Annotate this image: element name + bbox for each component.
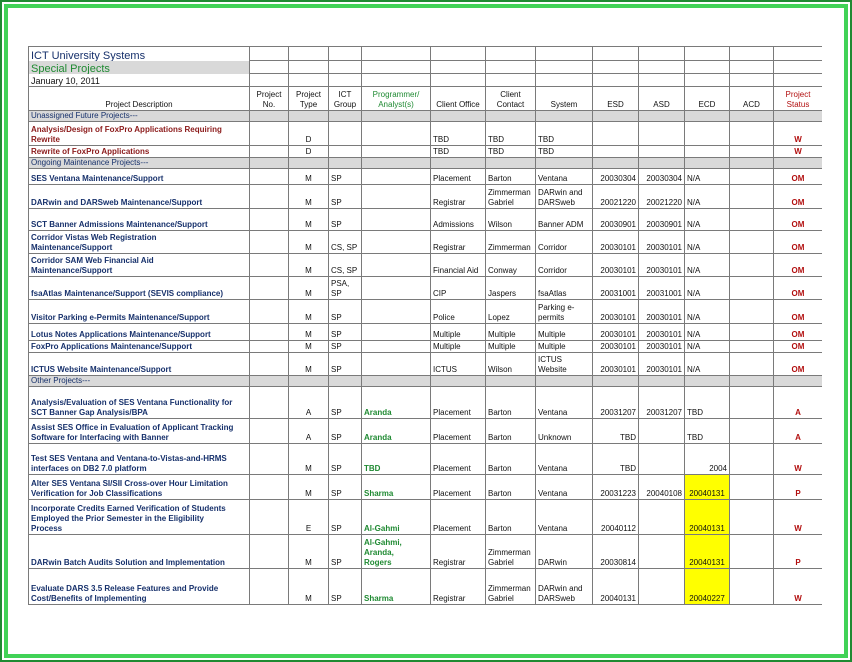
system-cell: Corridor [536, 231, 593, 254]
project-description-cell: Incorporate Credits Earned Verification of Students Employed the Prior Semester in the Eligibility Process [29, 500, 250, 535]
project-status-cell: W [774, 146, 823, 158]
programmer-cell: Al-Gahmi, Aranda, Rogers [362, 535, 431, 569]
section-label: Unassigned Future Projects--- [29, 111, 250, 122]
client-office-cell: Multiple [431, 324, 486, 341]
project-status-cell: W [774, 444, 823, 475]
table-row [29, 387, 823, 419]
ict-group-cell: SP [329, 475, 362, 500]
project-description-cell: Test SES Ventana and Ventana-to-Vistas-and-HRMS interfaces on DB2 7.0 platform [29, 444, 250, 475]
programmer-cell [362, 324, 431, 341]
col-header-ecd: ECD [685, 87, 730, 111]
system-cell: Ventana [536, 387, 593, 419]
project-description-cell: Evaluate DARS 3.5 Release Features and Provide Cost/Benefits of Implementing [29, 569, 250, 605]
system-cell: fsaAtlas [536, 277, 593, 300]
project-no-cell [250, 444, 289, 475]
client-office-cell: Registrar [431, 185, 486, 209]
project-no-cell [250, 353, 289, 376]
asd-cell: 20030101 [639, 324, 685, 341]
report-title: ICT University Systems [29, 47, 250, 61]
programmer-cell [362, 146, 431, 158]
project-no-cell [250, 277, 289, 300]
acd-cell [730, 300, 774, 324]
system-cell: ICTUS Website [536, 353, 593, 376]
asd-cell [639, 444, 685, 475]
project-no-cell [250, 146, 289, 158]
system-cell: Corridor [536, 254, 593, 277]
ecd-cell: N/A [685, 341, 730, 353]
project-no-cell [250, 341, 289, 353]
section-row [29, 376, 823, 387]
report-subtitle: Special Projects [29, 61, 250, 74]
project-type-cell: M [289, 444, 329, 475]
acd-cell [730, 277, 774, 300]
system-cell: DARwin and DARSweb [536, 185, 593, 209]
project-no-cell [250, 231, 289, 254]
col-header-system: System [536, 87, 593, 111]
project-type-cell: M [289, 300, 329, 324]
acd-cell [730, 341, 774, 353]
project-status-cell: W [774, 122, 823, 146]
table-row [29, 341, 823, 353]
project-description-cell: DARwin Batch Audits Solution and Implementation [29, 535, 250, 569]
acd-cell [730, 231, 774, 254]
programmer-cell: Al-Gahmi [362, 500, 431, 535]
acd-cell [730, 324, 774, 341]
ict-group-cell: SP [329, 353, 362, 376]
project-description-cell: Lotus Notes Applications Maintenance/Support [29, 324, 250, 341]
table-row [29, 169, 823, 185]
project-status-cell: OM [774, 277, 823, 300]
project-status-cell: OM [774, 341, 823, 353]
ict-group-cell: SP [329, 500, 362, 535]
client-office-cell: ICTUS [431, 353, 486, 376]
acd-cell [730, 353, 774, 376]
client-office-cell: Financial Aid [431, 254, 486, 277]
ict-group-cell: SP [329, 341, 362, 353]
table-row [29, 254, 823, 277]
client-contact-cell: Barton [486, 169, 536, 185]
ict-group-cell: SP [329, 324, 362, 341]
table-row [29, 535, 823, 569]
header-row [29, 87, 823, 111]
client-office-cell: Placement [431, 419, 486, 444]
system-cell: Unknown [536, 419, 593, 444]
project-type-cell: D [289, 146, 329, 158]
asd-cell [639, 535, 685, 569]
client-contact-cell: TBD [486, 122, 536, 146]
project-status-cell: P [774, 475, 823, 500]
ecd-cell: 2004 [685, 444, 730, 475]
col-header-programmer: Programmer/ Analyst(s) [362, 87, 431, 111]
system-cell: TBD [536, 122, 593, 146]
client-office-cell: Multiple [431, 341, 486, 353]
acd-cell [730, 419, 774, 444]
system-cell: Multiple [536, 324, 593, 341]
project-type-cell: M [289, 169, 329, 185]
esd-cell: 20030101 [593, 254, 639, 277]
esd-cell: 20030101 [593, 341, 639, 353]
project-status-cell: A [774, 419, 823, 444]
ecd-cell: N/A [685, 254, 730, 277]
acd-cell [730, 500, 774, 535]
section-row [29, 158, 823, 169]
asd-cell: 20030101 [639, 254, 685, 277]
ict-group-cell: PSA, SP [329, 277, 362, 300]
title-row-1 [29, 47, 823, 61]
ict-group-cell [329, 146, 362, 158]
programmer-cell [362, 300, 431, 324]
esd-cell: 20021220 [593, 185, 639, 209]
client-contact-cell: Barton [486, 475, 536, 500]
ict-group-cell: SP [329, 387, 362, 419]
ecd-cell: N/A [685, 300, 730, 324]
system-cell: Parking e- permits [536, 300, 593, 324]
col-header-client-office: Client Office [431, 87, 486, 111]
esd-cell: 20030901 [593, 209, 639, 231]
asd-cell: 20031001 [639, 277, 685, 300]
section-row [29, 111, 823, 122]
asd-cell [639, 122, 685, 146]
ict-group-cell: SP [329, 185, 362, 209]
system-cell: DARwin [536, 535, 593, 569]
system-cell: Ventana [536, 500, 593, 535]
project-status-cell: OM [774, 254, 823, 277]
client-office-cell: CIP [431, 277, 486, 300]
programmer-cell [362, 341, 431, 353]
client-contact-cell: Barton [486, 387, 536, 419]
client-office-cell: Registrar [431, 569, 486, 605]
title-row-2 [29, 61, 823, 74]
ecd-cell: 20040131 [685, 500, 730, 535]
client-office-cell: TBD [431, 122, 486, 146]
esd-cell: 20030304 [593, 169, 639, 185]
report-date: January 10, 2011 [29, 74, 250, 87]
col-header-ict-group: ICT Group [329, 87, 362, 111]
project-no-cell [250, 419, 289, 444]
ict-group-cell: SP [329, 209, 362, 231]
project-type-cell: M [289, 185, 329, 209]
acd-cell [730, 146, 774, 158]
esd-cell: 20030101 [593, 324, 639, 341]
programmer-cell [362, 169, 431, 185]
project-description-cell: Rewrite of FoxPro Applications [29, 146, 250, 158]
project-no-cell [250, 300, 289, 324]
asd-cell: 20030901 [639, 209, 685, 231]
client-office-cell: Admissions [431, 209, 486, 231]
client-office-cell: Placement [431, 500, 486, 535]
project-type-cell: A [289, 387, 329, 419]
table-row [29, 209, 823, 231]
col-header-project-no: Project No. [250, 87, 289, 111]
client-office-cell: Placement [431, 475, 486, 500]
project-no-cell [250, 569, 289, 605]
ecd-cell [685, 146, 730, 158]
table-row [29, 500, 823, 535]
project-no-cell [250, 185, 289, 209]
project-status-cell: P [774, 535, 823, 569]
ecd-cell: 20040131 [685, 535, 730, 569]
esd-cell: 20030814 [593, 535, 639, 569]
project-description-cell: Corridor Vistas Web Registration Maintenance/Support [29, 231, 250, 254]
client-office-cell: Registrar [431, 231, 486, 254]
ecd-cell: N/A [685, 231, 730, 254]
project-description-cell: Corridor SAM Web Financial Aid Maintenance/Support [29, 254, 250, 277]
project-type-cell: M [289, 254, 329, 277]
esd-cell: 20030101 [593, 353, 639, 376]
ecd-cell: N/A [685, 324, 730, 341]
col-header-asd: ASD [639, 87, 685, 111]
programmer-cell [362, 185, 431, 209]
project-type-cell: E [289, 500, 329, 535]
asd-cell: 20031207 [639, 387, 685, 419]
acd-cell [730, 535, 774, 569]
client-contact-cell: Multiple [486, 324, 536, 341]
system-cell: Ventana [536, 444, 593, 475]
client-contact-cell: TBD [486, 146, 536, 158]
project-status-cell: OM [774, 300, 823, 324]
programmer-cell [362, 277, 431, 300]
projects-table [28, 46, 822, 605]
acd-cell [730, 185, 774, 209]
client-office-cell: Placement [431, 169, 486, 185]
client-office-cell: Placement [431, 444, 486, 475]
project-description-cell: Analysis/Design of FoxPro Applications Requiring Rewrite [29, 122, 250, 146]
client-contact-cell: Barton [486, 500, 536, 535]
system-cell: Multiple [536, 341, 593, 353]
asd-cell [639, 500, 685, 535]
ecd-cell: N/A [685, 209, 730, 231]
esd-cell: TBD [593, 419, 639, 444]
asd-cell: 20030101 [639, 341, 685, 353]
asd-cell: 20040108 [639, 475, 685, 500]
acd-cell [730, 475, 774, 500]
col-header-status: Project Status [774, 87, 823, 111]
programmer-cell [362, 209, 431, 231]
table-row [29, 300, 823, 324]
system-cell: Ventana [536, 475, 593, 500]
ecd-cell: TBD [685, 387, 730, 419]
project-type-cell: M [289, 475, 329, 500]
ict-group-cell: CS, SP [329, 254, 362, 277]
project-description-cell: FoxPro Applications Maintenance/Support [29, 341, 250, 353]
esd-cell: 20031207 [593, 387, 639, 419]
ecd-cell: N/A [685, 185, 730, 209]
title-row-3 [29, 74, 823, 87]
system-cell: TBD [536, 146, 593, 158]
project-description-cell: ICTUS Website Maintenance/Support [29, 353, 250, 376]
project-no-cell [250, 169, 289, 185]
client-office-cell: TBD [431, 146, 486, 158]
col-header-acd: ACD [730, 87, 774, 111]
project-description-cell: SCT Banner Admissions Maintenance/Support [29, 209, 250, 231]
project-status-cell: A [774, 387, 823, 419]
table-row [29, 444, 823, 475]
programmer-cell [362, 353, 431, 376]
col-header-client-contact: Client Contact [486, 87, 536, 111]
table-row [29, 231, 823, 254]
ecd-cell: 20040227 [685, 569, 730, 605]
ict-group-cell: SP [329, 419, 362, 444]
ict-group-cell: SP [329, 444, 362, 475]
project-description-cell: Visitor Parking e-Permits Maintenance/Support [29, 300, 250, 324]
project-status-cell: OM [774, 324, 823, 341]
client-contact-cell: Conway [486, 254, 536, 277]
project-type-cell: M [289, 353, 329, 376]
programmer-cell: Sharma [362, 475, 431, 500]
esd-cell: 20031001 [593, 277, 639, 300]
col-header-esd: ESD [593, 87, 639, 111]
table-row [29, 419, 823, 444]
project-description-cell: Analysis/Evaluation of SES Ventana Functionality for SCT Banner Gap Analysis/BPA [29, 387, 250, 419]
project-no-cell [250, 209, 289, 231]
esd-cell: 20040112 [593, 500, 639, 535]
ecd-cell: N/A [685, 169, 730, 185]
project-no-cell [250, 254, 289, 277]
project-no-cell [250, 387, 289, 419]
table-row [29, 277, 823, 300]
section-label: Other Projects--- [29, 376, 250, 387]
client-contact-cell: Wilson [486, 353, 536, 376]
ict-group-cell: SP [329, 300, 362, 324]
project-description-cell: DARwin and DARSweb Maintenance/Support [29, 185, 250, 209]
project-type-cell: M [289, 231, 329, 254]
ecd-cell [685, 122, 730, 146]
programmer-cell: TBD [362, 444, 431, 475]
project-no-cell [250, 500, 289, 535]
system-cell: Banner ADM [536, 209, 593, 231]
spreadsheet [28, 46, 822, 612]
asd-cell [639, 569, 685, 605]
esd-cell: 20030101 [593, 231, 639, 254]
client-contact-cell: Jaspers [486, 277, 536, 300]
project-description-cell: Assist SES Office in Evaluation of Applicant Tracking Software for Interfacing with Banner [29, 419, 250, 444]
client-contact-cell: Barton [486, 444, 536, 475]
asd-cell: 20030101 [639, 300, 685, 324]
project-type-cell: D [289, 122, 329, 146]
system-cell: Ventana [536, 169, 593, 185]
table-row [29, 324, 823, 341]
esd-cell: 20040131 [593, 569, 639, 605]
project-status-cell: OM [774, 209, 823, 231]
client-contact-cell: Zimmerman Gabriel [486, 569, 536, 605]
table-row [29, 569, 823, 605]
project-status-cell: W [774, 500, 823, 535]
acd-cell [730, 169, 774, 185]
asd-cell: 20030304 [639, 169, 685, 185]
project-description-cell: SES Ventana Maintenance/Support [29, 169, 250, 185]
acd-cell [730, 254, 774, 277]
system-cell: DARwin and DARSweb [536, 569, 593, 605]
project-type-cell: A [289, 419, 329, 444]
project-type-cell: M [289, 277, 329, 300]
project-description-cell: fsaAtlas Maintenance/Support (SEVIS compliance) [29, 277, 250, 300]
project-status-cell: OM [774, 353, 823, 376]
project-status-cell: W [774, 569, 823, 605]
section-label: Ongoing Maintenance Projects--- [29, 158, 250, 169]
ecd-cell: TBD [685, 419, 730, 444]
ecd-cell: N/A [685, 353, 730, 376]
ecd-cell: 20040131 [685, 475, 730, 500]
acd-cell [730, 209, 774, 231]
esd-cell: 20031223 [593, 475, 639, 500]
ict-group-cell: SP [329, 535, 362, 569]
asd-cell: 20021220 [639, 185, 685, 209]
ecd-cell: N/A [685, 277, 730, 300]
client-contact-cell: Lopez [486, 300, 536, 324]
project-type-cell: M [289, 324, 329, 341]
col-header-description: Project Description [29, 87, 250, 111]
programmer-cell [362, 122, 431, 146]
ict-group-cell: SP [329, 169, 362, 185]
asd-cell [639, 419, 685, 444]
project-status-cell: OM [774, 185, 823, 209]
programmer-cell: Sharma [362, 569, 431, 605]
acd-cell [730, 569, 774, 605]
esd-cell [593, 122, 639, 146]
project-type-cell: M [289, 341, 329, 353]
table-row [29, 475, 823, 500]
client-contact-cell: Wilson [486, 209, 536, 231]
programmer-cell: Aranda [362, 419, 431, 444]
project-no-cell [250, 122, 289, 146]
esd-cell: TBD [593, 444, 639, 475]
table-row [29, 353, 823, 376]
project-status-cell: OM [774, 231, 823, 254]
project-no-cell [250, 535, 289, 569]
client-office-cell: Registrar [431, 535, 486, 569]
esd-cell [593, 146, 639, 158]
table-row [29, 122, 823, 146]
ict-group-cell: CS, SP [329, 231, 362, 254]
client-contact-cell: Multiple [486, 341, 536, 353]
project-type-cell: M [289, 209, 329, 231]
project-type-cell: M [289, 569, 329, 605]
project-no-cell [250, 324, 289, 341]
client-contact-cell: Zimmerman [486, 231, 536, 254]
acd-cell [730, 444, 774, 475]
project-status-cell: OM [774, 169, 823, 185]
client-office-cell: Police [431, 300, 486, 324]
project-no-cell [250, 475, 289, 500]
ict-group-cell: SP [329, 569, 362, 605]
programmer-cell [362, 254, 431, 277]
client-office-cell: Placement [431, 387, 486, 419]
table-row [29, 185, 823, 209]
client-contact-cell: Zimmerman Gabriel [486, 535, 536, 569]
col-header-project-type: Project Type [289, 87, 329, 111]
client-contact-cell: Zimmerman Gabriel [486, 185, 536, 209]
esd-cell: 20030101 [593, 300, 639, 324]
asd-cell [639, 146, 685, 158]
asd-cell: 20030101 [639, 353, 685, 376]
project-description-cell: Alter SES Ventana SI/SII Cross-over Hour Limitation Verification for Job Classifications [29, 475, 250, 500]
table-row [29, 146, 823, 158]
acd-cell [730, 122, 774, 146]
client-contact-cell: Barton [486, 419, 536, 444]
project-type-cell: M [289, 535, 329, 569]
ict-group-cell [329, 122, 362, 146]
asd-cell: 20030101 [639, 231, 685, 254]
programmer-cell [362, 231, 431, 254]
programmer-cell: Aranda [362, 387, 431, 419]
acd-cell [730, 387, 774, 419]
